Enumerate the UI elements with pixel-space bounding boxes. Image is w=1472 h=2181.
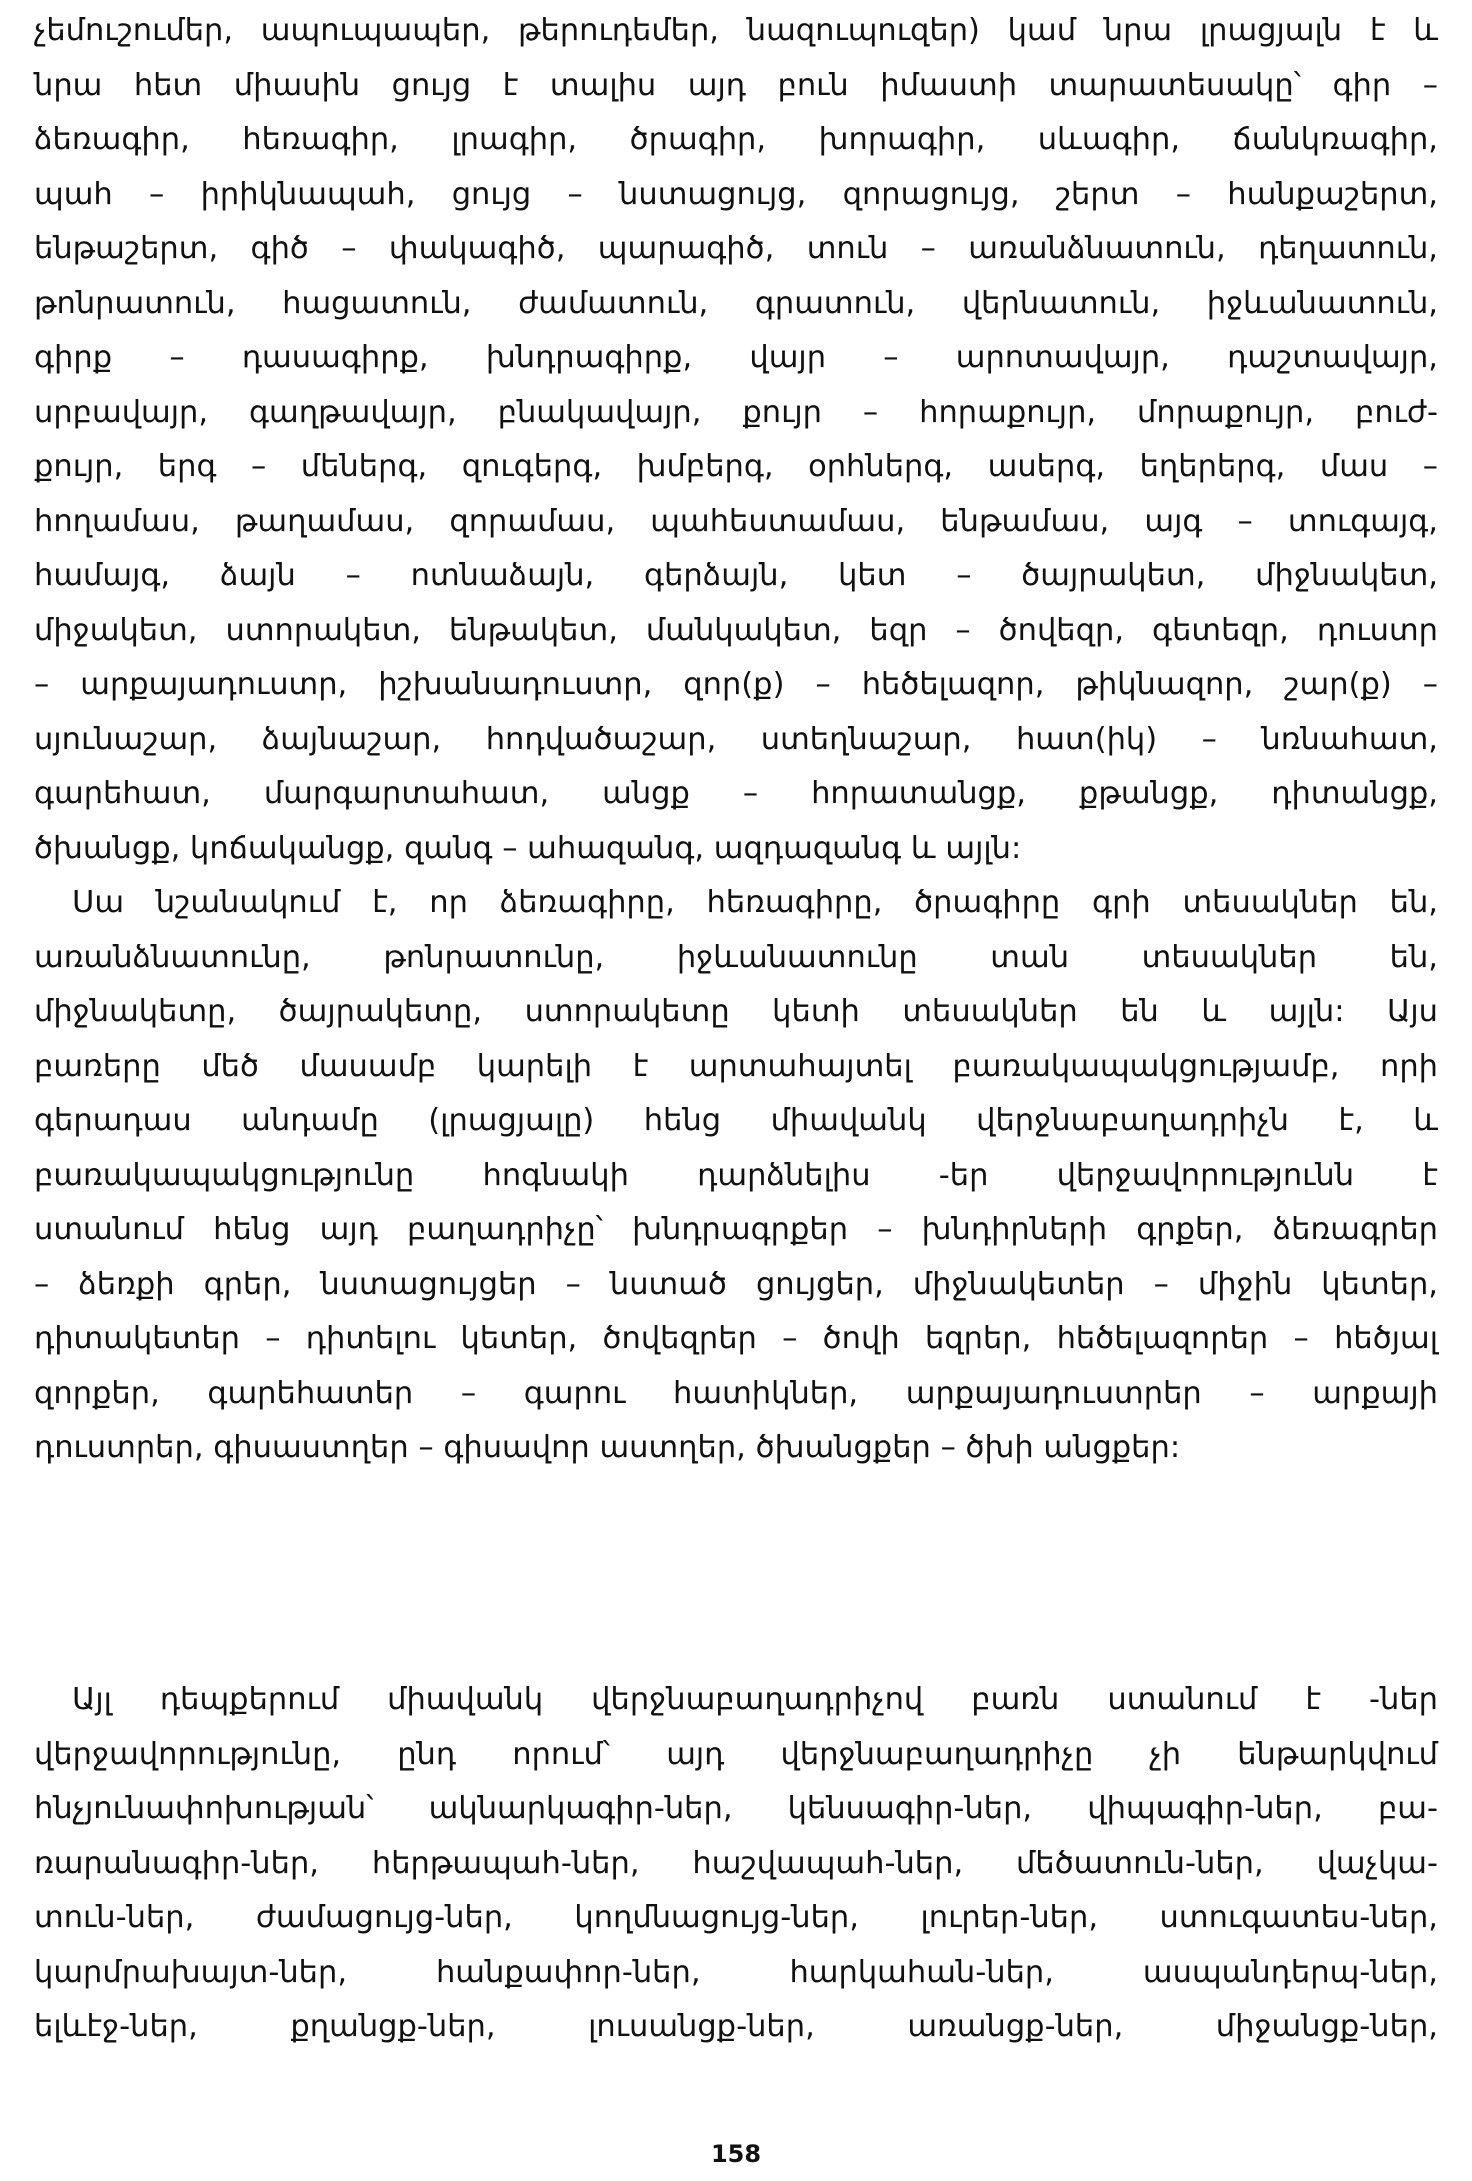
- text-line: ձեռագիր, հեռագիր, լրագիր, ծրագիր, խորագիր, սևագիր, ճանկռագիր,: [34, 122, 1438, 157]
- text-line: ռարանագիր-ներ, հերթապահ-ներ, հաշվապահ-ներ, մեծատուն-ներ, վաչկա-: [34, 1845, 1438, 1881]
- text-line: առանձնատունը, թոնրատունը, իջևանատունը տան տեսակներ են,: [34, 939, 1438, 975]
- text-line: բառակապակցությունը հոգնակի դարձնելիս -եր վերջավորությունն է: [34, 1157, 1438, 1193]
- text-line: վերջավորությունը, ընդ որում՝ այդ վերջնաբաղադրիչը չի ենթարկվում: [34, 1736, 1438, 1772]
- page-number: 158: [710, 2140, 762, 2168]
- text-line: սրբավայր, գաղթավայր, բնակավայր, քույր – հորաքույր, մորաքույր, բուժ-: [34, 394, 1438, 430]
- text-line: դիտակետեր – դիտելու կետեր, ծովեզրեր – ծովի եզրեր, հեծելազորեր – հեծյալ: [34, 1321, 1438, 1356]
- paragraph-3: [34, 1673, 1438, 2055]
- text-line: Սա նշանակում է, որ ձեռագիրը, հեռագիրը, ծրագիրը գրի տեսակներ են,: [72, 885, 1438, 920]
- text-line: ստանում հենց այդ բաղադրիչը՝ խնդրագրքեր – խնդիրների գրքեր, ձեռագրեր: [34, 1212, 1438, 1247]
- text-line: Այլ դեպքերում միավանկ վերջնաբաղադրիչով բառն ստանում է -ներ: [72, 1682, 1438, 1717]
- text-line: հնչյունափոխության՝ ակնարկագիր-ներ, կենսագիր-ներ, վիպագիր-ներ, բա-: [34, 1791, 1438, 1826]
- text-line: գարեհատ, մարգարտահատ, անցք – հորատանցք, քթանցք, դիտանցք,: [34, 776, 1438, 811]
- text-line: ծխանցք, կոճականցք, զանգ – ահազանգ, ազդազանգ և այլն:: [34, 830, 1022, 866]
- text-line: քույր, երգ – մեներգ, զուգերգ, խմբերգ, օրհներգ, ասերգ, եղերերգ, մաս –: [34, 449, 1438, 484]
- paragraph-2: [34, 876, 1438, 1476]
- text-line: ենթաշերտ, գիծ – փակագիծ, պարագիծ, տուն – առանձնատուն, դեղատուն,: [34, 231, 1438, 266]
- text-line: միջակետ, ստորակետ, ենթակետ, մանկակետ, եզր – ծովեզր, գետեզր, դուստր: [34, 612, 1438, 648]
- paragraph-1: [34, 4, 1438, 876]
- text-line: դուստրեր, գիսաստղեր – գիսավոր աստղեր, ծխանցքեր – ծխի անցքեր:: [34, 1430, 1181, 1465]
- text-line: գերադաս անդամը (լրացյալը) հենց միավանկ վերջնաբաղադրիչն է, և: [34, 1103, 1438, 1138]
- text-line: բառերը մեծ մասամբ կարելի է արտահայտել բառակապակցությամբ, որի: [34, 1048, 1438, 1084]
- text-line: սյունաշար, ձայնաշար, հոդվածաշար, ստեղնաշար, հատ(իկ) – նռնահատ,: [34, 721, 1438, 757]
- text-line: տուն-ներ, ժամացույց-ներ, կողմնացույց-ներ, լուրեր-ներ, ստուգատես-ներ,: [34, 1900, 1438, 1935]
- text-line: զորքեր, գարեհատեր – գարու հատիկներ, արքայադուստրեր – արքայի: [34, 1375, 1438, 1411]
- text-line: հողամաս, թաղամաս, զորամաս, պահեստամաս, ենթամաս, այգ – տուգայգ,: [34, 503, 1438, 539]
- text-line: թոնրատուն, հացատուն, ժամատուն, գրատուն, վերնատուն, իջևանատուն,: [34, 285, 1438, 321]
- text-line: միջնակետը, ծայրակետը, ստորակետը կետի տեսակներ են և այլն: Այս: [34, 994, 1438, 1029]
- text-line: ելևէջ-ներ, քղանցք-ներ, լուսանցք-ներ, առանցք-ներ, միջանցք-ներ,: [34, 2009, 1438, 2044]
- text-line: պահ – իրիկնապահ, ցույց – նստացույց, զորացույց, շերտ – հանքաշերտ,: [34, 176, 1438, 212]
- text-line: գիրք – դասագիրք, խնդրագիրք, վայր – արոտավայր, դաշտավայր,: [34, 340, 1438, 375]
- text-line: – ձեռքի գրեր, նստացույցեր – նստած ցույցեր, միջնակետեր – միջին կետեր,: [34, 1266, 1438, 1302]
- text-line: – արքայադուստր, իշխանադուստր, զոր(ք) – հեծելազոր, թիկնազոր, շար(ք) –: [34, 667, 1438, 702]
- text-line: կարմրախայտ-ներ, հանքափոր-ներ, հարկահան-ներ, ասպանդերպ-ներ,: [34, 1954, 1438, 1990]
- text-line: չեմուշումեր, ապուպապեր, թերուդեմեր, նազուպուզեր) կամ նրա լրացյալն է և: [34, 13, 1438, 48]
- text-line: նրա հետ միասին ցույց է տալիս այդ բուն իմաստի տարատեսակը՝ գիր –: [34, 67, 1438, 103]
- text-line: համայգ, ձայն – ոտնաձայն, գերձայն, կետ – ծայրակետ, միջնակետ,: [34, 558, 1438, 593]
